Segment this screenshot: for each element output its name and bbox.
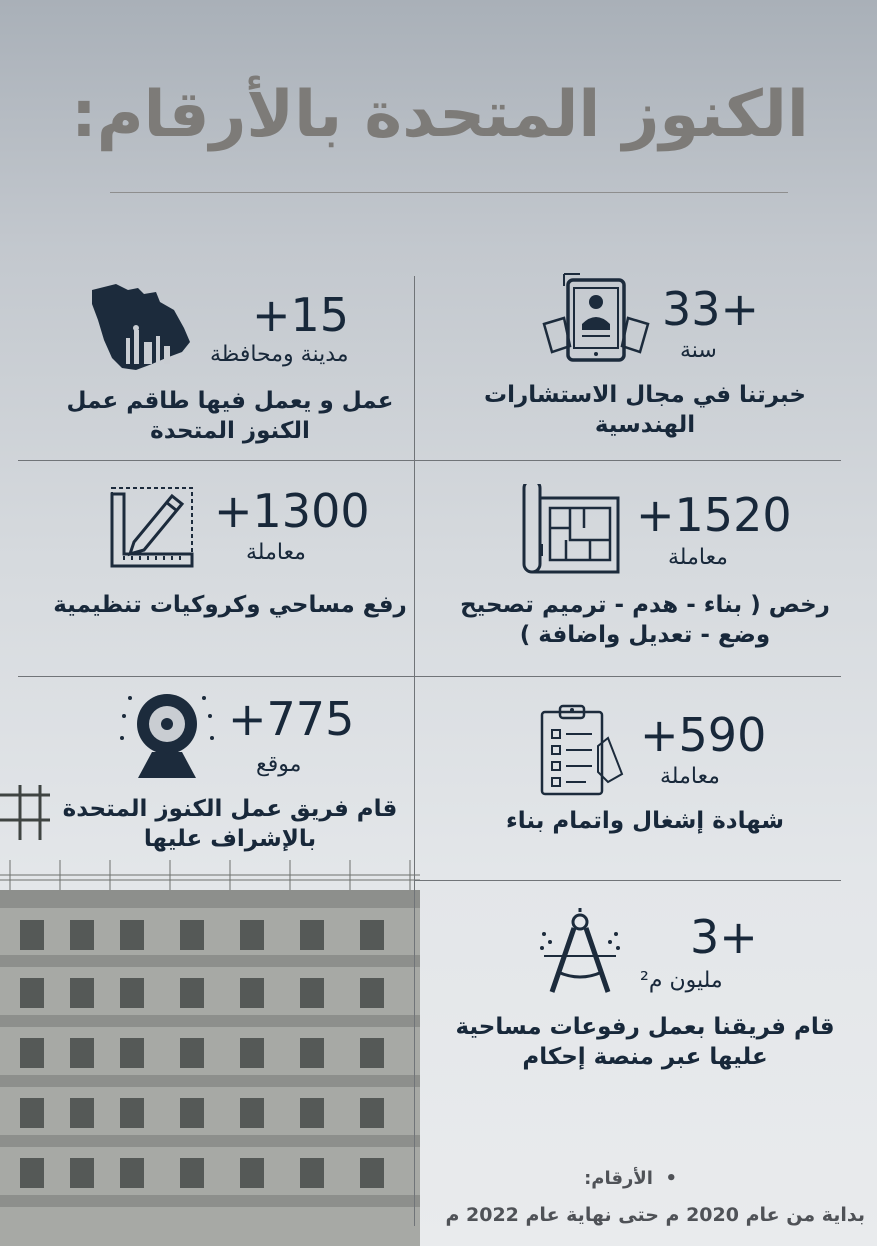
stat-unit: معاملة — [668, 545, 728, 570]
stat-number: 3+ — [690, 910, 758, 964]
stat-unit: موقع — [256, 752, 302, 777]
stat-number: +15 — [252, 288, 350, 342]
grid-vertical-divider — [414, 276, 415, 1226]
stat-number: 33+ — [662, 282, 760, 336]
tablet-engineer-icon — [540, 272, 652, 364]
grid-row-divider — [18, 676, 841, 677]
saudi-map-icon — [86, 280, 196, 372]
stat-number: +1520 — [636, 488, 792, 542]
stat-description: قام فريق عمل الكنوز المتحدة بالإشراف عليها — [62, 796, 398, 852]
grid-row-divider — [18, 460, 841, 461]
stat-description: رفع مساحي وكروكيات تنظيمية — [53, 592, 407, 618]
footnote-text: بداية من عام 2020 م حتى نهاية عام 2022 م — [445, 1204, 865, 1226]
blueprint-icon — [514, 484, 624, 578]
stat-unit: معاملة — [246, 540, 306, 565]
stat-description: عمل و يعمل فيها طاقم عمل الكنوز المتحدة — [66, 388, 394, 444]
stat-number: +590 — [640, 708, 767, 762]
stat-description: قام فريقنا بعمل رفوعات مساحية عليها عبر منصة إحكام — [455, 1014, 835, 1070]
stat-description: خبرتنا في مجال الاستشارات الهندسية — [484, 382, 806, 438]
clipboard-checklist-icon — [534, 702, 630, 798]
location-pin-icon — [118, 686, 216, 784]
footnote-label: • الأرقام: — [584, 1168, 677, 1189]
page-title: الكنوز المتحدة بالأرقام: — [71, 78, 809, 152]
compass-icon — [538, 908, 628, 998]
grid-row-divider — [414, 880, 841, 881]
stat-unit: مليون م² — [640, 968, 723, 993]
bullet-icon: • — [652, 1168, 677, 1189]
stat-unit: معاملة — [660, 764, 720, 789]
stat-description: شهادة إشغال واتمام بناء — [505, 808, 785, 834]
drafting-pencil-icon — [106, 480, 200, 570]
stat-unit: سنة — [680, 338, 717, 363]
stat-number: +1300 — [214, 484, 370, 538]
title-divider — [110, 192, 788, 193]
stat-description: رخص ( بناء - هدم - ترميم تصحيح وضع - تعديل واضافة ) — [460, 592, 830, 648]
stat-number: +775 — [228, 692, 355, 746]
stat-unit: مدينة ومحافظة — [210, 342, 349, 367]
